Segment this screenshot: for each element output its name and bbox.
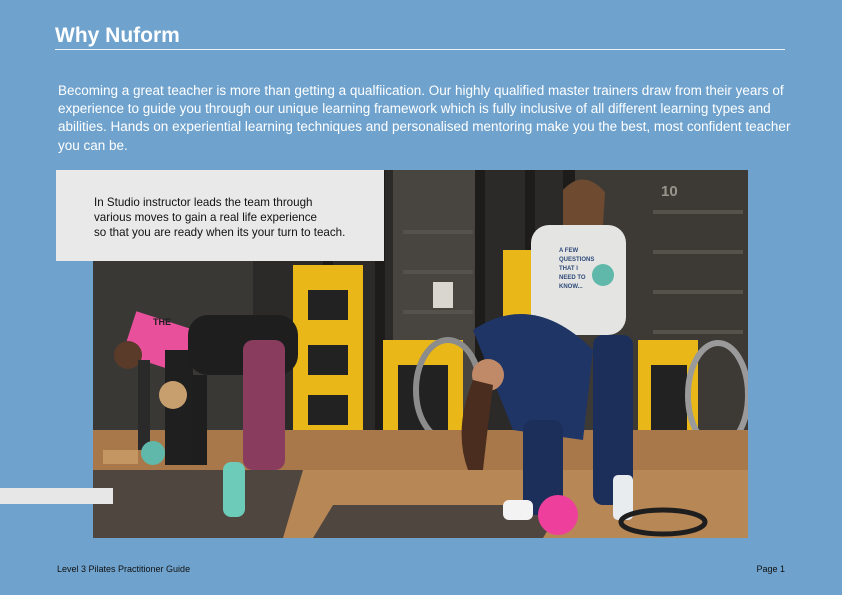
page-title: Why Nuform <box>55 24 180 47</box>
shirt-text-line-5: KNOW... <box>559 284 583 290</box>
caption-line-1: In Studio instructor leads the team through <box>94 196 313 209</box>
caption-line-2: various moves to gain a real life experience <box>94 211 317 224</box>
decorative-accent-bar <box>0 488 113 504</box>
pink-shirt-text: THE <box>153 317 171 327</box>
title-divider <box>55 49 785 50</box>
station-number: 10 <box>661 183 678 200</box>
shirt-text-line-3: THAT I <box>559 266 578 272</box>
shirt-text-line-1: A FEW <box>559 248 579 254</box>
footer-page-number: Page 1 <box>756 564 785 574</box>
footer-guide-title: Level 3 Pilates Practitioner Guide <box>57 564 191 574</box>
shirt-text-line-4: NEED TO <box>559 275 586 281</box>
caption-box <box>56 170 384 261</box>
caption-line-3: so that you are ready when its your turn to teach. <box>94 226 346 239</box>
shirt-text-line-2: QUESTIONS <box>559 257 595 263</box>
photo-caption <box>94 195 379 240</box>
intro-paragraph: Becoming a great teacher is more than getting a qualfiication. Our highly qualified master trainers draw from their years of experience to guide you through our unique learning framework which is fully inclusive of all different learning types and abilities. Hands on experiential learning techniques and personalised mentoring make you the best, most confident teacher you can be. <box>58 83 791 153</box>
